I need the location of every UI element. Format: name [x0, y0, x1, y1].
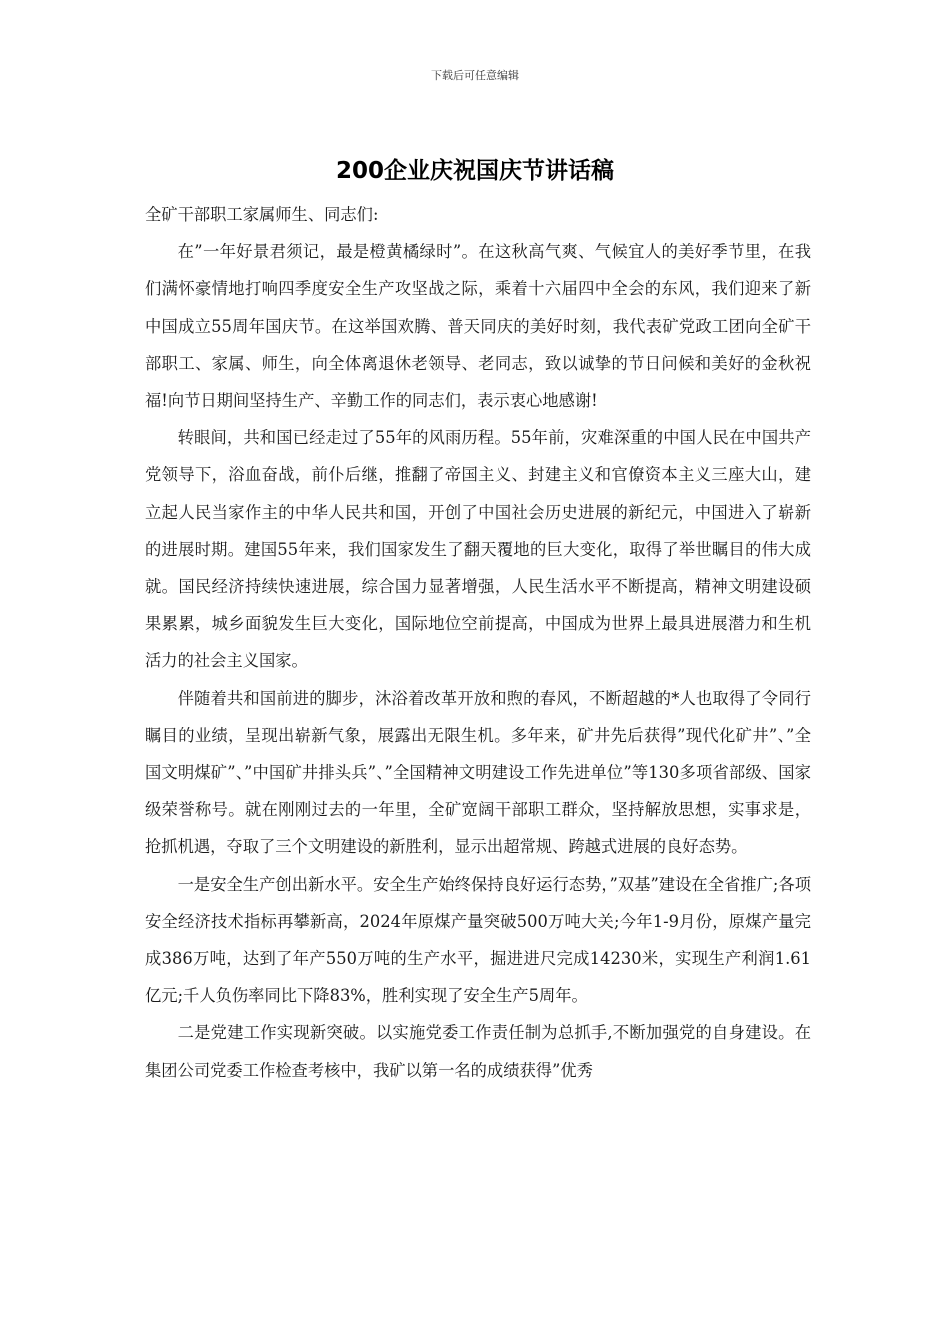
- paragraph-2: 转眼间，共和国已经走过了55年的风雨历程。55年前，灾难深重的中国人民在中国共产党领导下，浴血奋战，前仆后继，推翻了帝国主义、封建主义和官僚资本主义三座大山，建立起人民当家作主的中华人民共和国，开创了中国社会历史进展的新纪元，中国进入了崭新的进展时期。建国55年来，我们国家发生了翻天覆地的巨大变化，取得了举世瞩目的伟大成就。国民经济持续快速进展，综合国力显著增强，人民生活水平不断提高，精神文明建设硕果累累，城乡面貌发生巨大变化，国际地位空前提高，中国成为世界上最具进展潜力和生机活力的社会主义国家。: [145, 428, 811, 671]
- salutation: 全矿干部职工家属师生、同志们:: [145, 205, 379, 224]
- paragraph-4: 一是安全生产创出新水平。安全生产始终保持良好运行态势，”双基”建设在全省推广;各项安全经济技术指标再攀新高，2024年原煤产量突破500万吨大关;今年1-9月份，原煤产量完成386万吨，达到了年产550万吨的生产水平，掘进进尺完成14230米，实现生产利润1.61亿元;千人负伤率同比下降83%，胜利实现了安全生产5周年。: [145, 874, 811, 1006]
- paragraph-1: 在”一年好景君须记，最是橙黄橘绿时”。在这秋高气爽、气候宜人的美好季节里，在我们满怀豪情地打响四季度安全生产攻坚战之际，乘着十六届四中全会的东风，我们迎来了新中国成立55周年国庆节。在这举国欢腾、普天同庆的美好时刻，我代表矿党政工团向全矿干部职工、家属、师生，向全体离退休老领导、老同志，致以诚挚的节日问候和美好的金秋祝福!向节日期间坚持生产、辛勤工作的同志们，表示衷心地感谢!: [145, 242, 811, 411]
- document-body: [145, 196, 811, 1089]
- header-watermark: 下载后可任意编辑: [431, 69, 519, 82]
- paragraph-3: 伴随着共和国前进的脚步，沐浴着改革开放和煦的春风，不断超越的*人也取得了令同行瞩目的业绩，呈现出崭新气象，展露出无限生机。多年来，矿井先后获得”现代化矿井”、”全国文明煤矿”、”中国矿井排头兵”、”全国精神文明建设工作先进单位”等130多项省部级、国家级荣誉称号。就在刚刚过去的一年里，全矿宽阔干部职工群众，坚持解放思想，实事求是，抢抓机遇，夺取了三个文明建设的新胜利，显示出超常规、跨越式进展的良好态势。: [145, 688, 811, 857]
- paragraph-5: 二是党建工作实现新突破。以实施党委工作责任制为总抓手,不断加强党的自身建设。在集团公司党委工作检查考核中，我矿以第一名的成绩获得”优秀: [145, 1023, 811, 1080]
- page-title: 200企业庆祝国庆节讲话稿: [335, 158, 614, 184]
